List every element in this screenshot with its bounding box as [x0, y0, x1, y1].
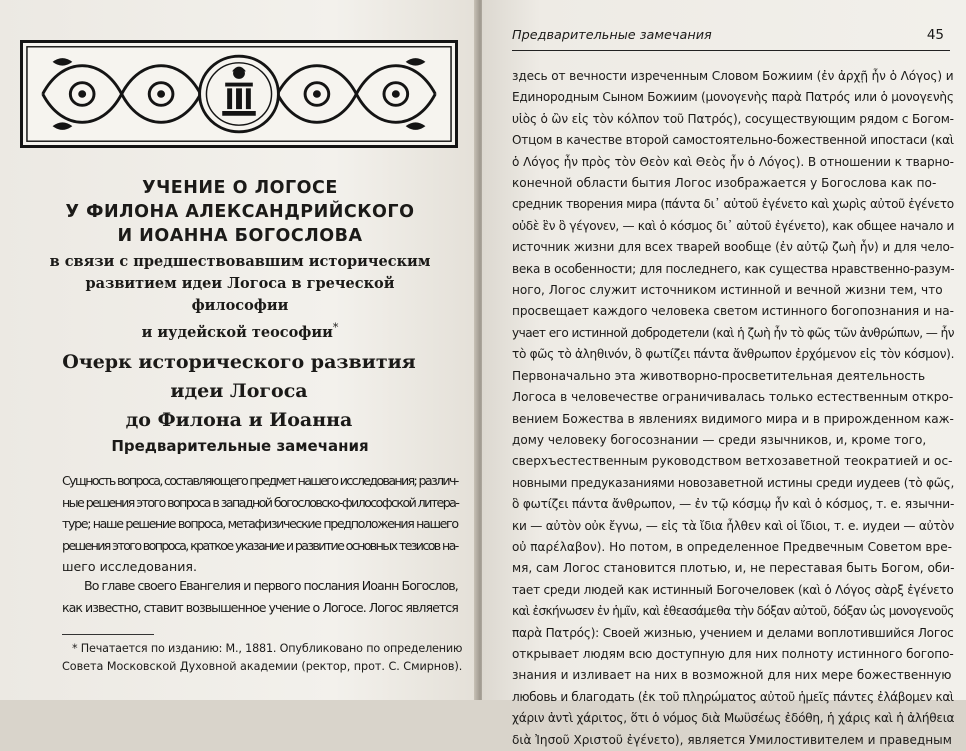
book-subtitle-line: и иудейской теософии	[141, 323, 333, 341]
page-number: 45	[926, 27, 944, 43]
body-line: учает его истинной добродетели (καὶ ἡ ζωὴ ἦν τὸ φῶς τῶν ἀνθρώπων, — ἦν	[512, 325, 954, 340]
running-header	[512, 26, 950, 51]
body-line: Отцом в качестве второй самостоятельно-божественной ипостаси (καὶ	[512, 133, 954, 148]
body-line: знания и изливает на них в возможной для них мере божественную	[512, 668, 952, 683]
body-line: источник жизни для всех тварей вообще (ἐν αὐτῷ ζωὴ ἦν) и для чело-	[512, 240, 954, 255]
body-line: Единородным Сыном Божиим (μονογενὴς παρὰ Πατρός или ὁ μονογενὴς	[512, 90, 954, 105]
body-line: ки — αὐτὸν οὐκ ἔγνω, — εἰς τὰ ἴδια ἦλθεν καὶ οἱ ἴδιοι, т. е. иудеи — αὐτὸν	[512, 518, 955, 533]
abstract-line: шего исследования.	[62, 559, 197, 574]
body-line: Первоначально эта животворно-просветительная деятельность	[512, 368, 926, 383]
body-line: века в особенности; для последнего, как существа нравственно-разум-	[512, 261, 955, 276]
body-line: средник творения мира (πάντα δι᾽ αὐτοῦ ἐγένετο καὶ χωρὶς αὐτοῦ ἐγένετο	[512, 197, 954, 212]
body-line: ного, Логос служит источником истинной и вечной жизни тем, что	[512, 283, 943, 298]
body-line: διὰ Ἰησοῦ Χριστοῦ ἐγένετο), является Умилостивителем и праведным	[512, 732, 952, 747]
footnote-line: Совета Московской Духовной академии (ректор, прот. С. Смирнов).	[62, 660, 463, 673]
body-line: παρὰ Πατρός): Своей жизнью, учением и делами воплотившийся Логос	[512, 625, 954, 640]
essay-title-line: Очерк исторического развития идеи Логоса	[62, 351, 416, 402]
body-line: οὐ παρέλαβον). Но потом, в определенное Предвечным Советом вре-	[512, 539, 953, 554]
abstract-line: решения этого вопроса, краткое указание и развитие основных тезисов на-	[62, 537, 458, 553]
right-page	[482, 0, 966, 747]
abstract-line: ные решения этого вопроса в западной богословско-философской литера-	[62, 494, 459, 510]
body-line: καὶ ἐσκήνωσεν ἐν ἡμῖν, καὶ ἐθεασάμεθα τὴν δόξαν αὐτοῦ, δόξαν ὡς μονογενοῦς	[512, 604, 954, 619]
body-line: χάριν ἀντὶ χάριτος, ὅτι ὁ νόμος διὰ Μωϋσέως ἐδόθη, ἡ χάρις καὶ ἡ ἀλήθεια	[512, 711, 955, 726]
body-line: новными предуказаниями новозаветной истины среди иудеев (τὸ φῶς,	[512, 475, 955, 490]
essay-title	[34, 348, 444, 435]
body-line: Логоса в человечестве ограничивалась только естественным откро-	[512, 390, 954, 405]
footnote-line: * Печатается по изданию: М., 1881. Опубликовано по определению	[72, 642, 463, 655]
body-line: любовь и благодать (ἐκ τοῦ πληρώματος αὐτοῦ ἡμεῖς πάντες ἐλάβομεν καὶ	[512, 689, 954, 704]
book-title-line: И ИОАННА БОГОСЛОВА	[117, 226, 363, 246]
body-line: вением Божества в явлениях видимого мира и в прирожденном каж-	[512, 411, 954, 426]
book-title-line: У ФИЛОНА АЛЕКСАНДРИЙСКОГО	[65, 202, 415, 222]
body-line: τὸ φῶς τὸ ἀληθινόν, ὃ φωτίζει πάντα ἄνθρωπον ἐρχόμενον εἰς τὸν κόσμον).	[512, 347, 955, 362]
body-text	[62, 575, 458, 618]
body-line: тает среди людей как истинный Богочеловек (καὶ ὁ Λόγος σὰρξ ἐγένετο	[512, 582, 954, 597]
body-line: мя, сам Логос становится плотью, и, не переставая быть Богом, оби-	[512, 561, 955, 576]
body-line: Во главе своего Евангелия и первого послания Иоанн Богослов,	[84, 578, 458, 593]
ornament-graphic	[23, 43, 455, 145]
book-subtitle-line: развитием идеи Логоса в греческой философии	[85, 275, 395, 314]
abstract-line: туре; наше решение вопроса, метафизические предположения нашего	[62, 516, 458, 531]
body-line: как известно, ставит возвышенное учение о Логосе. Логос является	[62, 599, 458, 615]
body-line: υἱὸς ὁ ὢν εἰς τὸν κόλπον τοῦ Πατρός), сосуществующим рядом с Богом-	[512, 111, 954, 126]
left-page	[0, 0, 478, 700]
section-title: Предварительные замечания	[111, 437, 369, 455]
running-head: Предварительные замечания	[512, 28, 712, 43]
essay-title-line: до Филона и Иоанна	[125, 409, 353, 431]
abstract-line: Сущность вопроса, составляющего предмет нашего исследования; различ-	[62, 473, 458, 488]
book-subtitle-line: в связи с предшествовавшим историческим	[49, 253, 431, 270]
body-line: сверхъестественным руководством ветхозаветной теократией и ос-	[512, 454, 953, 469]
footnote-mark: *	[332, 321, 339, 334]
body-line: οὐδὲ ἓν ὃ γέγονεν, — καὶ ὁ κόσμος δι᾽ αὐτοῦ ἐγένετο), как общее начало и	[512, 218, 955, 233]
chapter-abstract	[62, 470, 458, 578]
headpiece-ornament	[20, 40, 458, 148]
book-title	[40, 176, 440, 248]
body-line: ὃ φωτίζει πάντα ἄνθρωπον, — ἐν τῷ κόσμῳ ἦν καὶ ὁ κόσμος, т. е. язычни-	[512, 497, 955, 512]
body-line: просвещает каждого человека светом истинного богопознания и на-	[512, 304, 954, 319]
book-title-line: УЧЕНИЕ О ЛОГОСЕ	[142, 178, 338, 198]
body-line: дому человеку богосознании — среди язычников, и, кроме того,	[512, 432, 927, 447]
book-subtitle	[40, 251, 440, 344]
body-text	[512, 66, 954, 751]
body-line: ὁ Λόγος ἦν πρὸς τὸν Θεὸν καὶ Θεὸς ἦν ὁ Λόγος). В отношении к тварно-	[512, 154, 954, 169]
body-line: открывает людям всю доступную для них полноту истинного богопо-	[512, 646, 954, 661]
body-line: конечной области бытия Логос изображается у Богослова как по-	[512, 176, 937, 191]
footnote	[62, 640, 462, 676]
footnote-rule	[62, 634, 154, 635]
body-line: здесь от вечности изреченным Словом Божиим (ἐν ἀρχῇ ἦν ὁ Λόγος) и	[512, 69, 954, 83]
